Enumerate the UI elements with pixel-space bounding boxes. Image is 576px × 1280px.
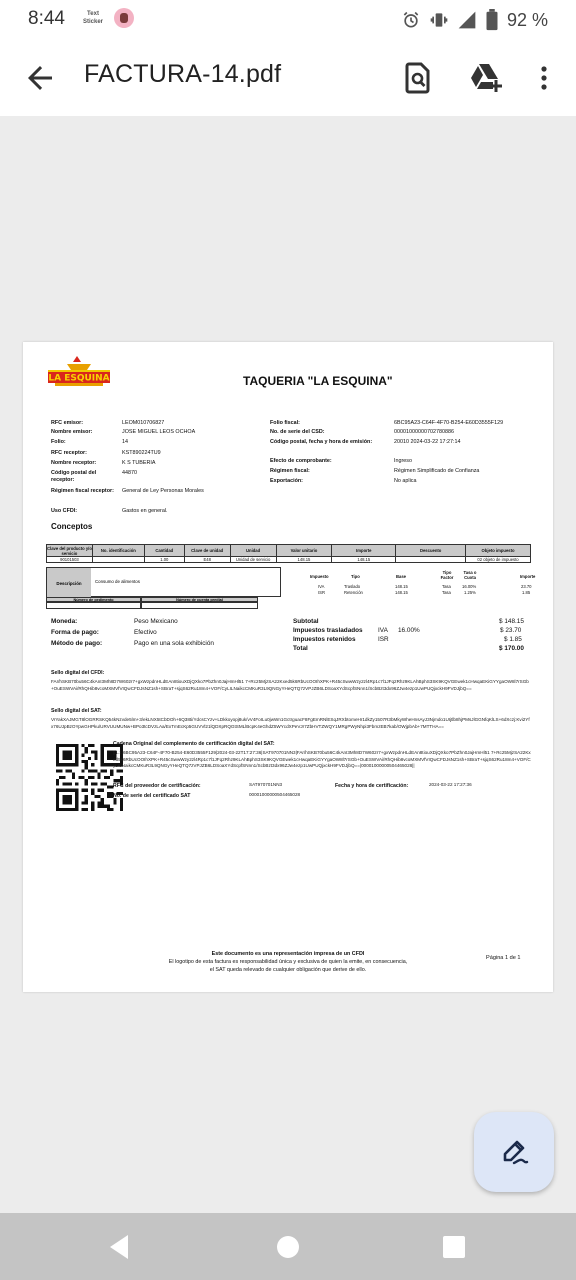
efecto-label: Efecto de comprobante: [270, 458, 332, 464]
table-header: Objeto impuesto [466, 545, 531, 557]
table-cell: 02 objeto de impuesto [466, 557, 531, 563]
forma-pago: Efectivo [134, 629, 157, 636]
rfc-receptor: KST890224TU9 [122, 450, 161, 456]
rfc-emisor: LEOM010706827 [122, 420, 165, 426]
alarm-icon [401, 10, 421, 30]
cadena-original: ||1.1|6BC95A23-C64F-4F70-B254-E60D3555F129|2024-03-22T17:27:36|SAT970701NN3|FAr/hSKB70bu56C4kAnI3Mh8D7W602r7+gxWzpdnHLdEAn8tiouXDjQXko7PbZhn0JajHmHl51 7+Rc25MjzSA22Kxed5k6RbUcOOIhXPK+R45cSwwWzy2zl4Rp1c7l1JFq2Rhz9KLAhBphS3SK9KQVGEwek1cHwqaEKiGYYgaOW8l7rSGb+OuESWVAi/RhQHib8vcoMXMVfVIQwCFDJsNZ1sh+SBraT+sjqS62Ru18m4+VOF/CyLILNaikcCMKuR3L9QNGyYHeQTQ7zVPJZB6LDSoaXYdScpfSNnn1/ScbBzt3dx96ZJw4ezp1UwPUQjxckH9FVDJjbQ==|00001000000504465028|| [113, 750, 531, 768]
tax-cell: ISR [318, 590, 325, 595]
cp-fecha: 20010 2024-03-22 17:27:14 [394, 439, 461, 445]
vibrate-icon [429, 10, 449, 30]
more-vert-icon[interactable] [526, 58, 562, 98]
description-tax-block [46, 567, 536, 612]
metodo-pago: Pago en una sola exhibición [134, 640, 214, 647]
tax-cell: Tasa [442, 584, 451, 589]
moneda-label: Moneda: [51, 618, 78, 625]
efecto: Ingreso [394, 458, 412, 464]
status-bar [0, 0, 576, 40]
footer-note [123, 950, 453, 974]
fecha-cert-label: Fecha y hora de certificación: [335, 783, 409, 789]
subtotal: $ 148.15 [499, 618, 524, 625]
tax-cell: Tasa [442, 590, 451, 595]
description-label: Descripción [47, 568, 91, 598]
fecha-cert: 2024-03-22 17:27:36 [429, 782, 472, 787]
cp-receptor-label: Código postal del receptor: [51, 470, 97, 483]
forma-pago-label: Forma de pago: [51, 629, 99, 636]
table-cell: 148.15 [332, 557, 396, 563]
folio-label: Folio: [51, 439, 66, 445]
annotate-fab-button[interactable] [474, 1112, 554, 1192]
cuenta-predial-cell [141, 602, 258, 609]
rfc-proveedor-label: RFC del proveedor de certificación: [113, 783, 201, 789]
table-cell: 90101503 [47, 557, 93, 563]
table-header: Cantidad [144, 545, 184, 557]
table-header: Unidad [230, 545, 276, 557]
pedimento-cell [46, 602, 141, 609]
tax-header: Tipo Factor [440, 570, 454, 580]
regimen-receptor-label: Régimen fiscal receptor: [51, 488, 114, 494]
table-cell: 148.15 [276, 557, 332, 563]
search-document-icon[interactable] [398, 58, 438, 98]
footer-line-2: El logotipo de esta factura es responsabilidad única y exclusiva de quien la emite, en consecuencia, [168, 959, 408, 965]
serie-sat-label: No. de serie del certificado SAT [113, 793, 191, 799]
metodo-pago-label: Método de pago: [51, 640, 103, 647]
exportacion-label: Exportación: [270, 478, 303, 484]
tax-header: Tipo [351, 574, 360, 579]
regimen-receptor: General de Ley Personas Morales [122, 488, 204, 494]
sello-sat: VrYakXAJMGT8lOGRRSKQ54kNzvde5lm+3/ekLNX5tCbDOh+6Q38ti/YdcsCYzv+LDkkoyopj8uk/vV4FoILu0jwWn1GctrguacF8FgEmRNlESqJRXbtomeHr1dkZy1507R3bMkyWheHnsAyJ3Njmdo1UIjtlb8hjPMsJlGGNfqKlLS+6dXczj:Kvi2Yfx76UJpBzOYpwGHPku/URVUUMUNw+BPo3tcDVzLAa/ExTmEcKp5GUVVl21lQDXpRQGtSMLlBcpK4eGhdZ5WYcdXPeVJr7ZbHVTZWQY1MRgPWyNhpi3FbmzEB7kab/OWjpbAb+7MTTHA== [51, 717, 530, 729]
tax-cell: 23.70 [521, 584, 532, 589]
conceptos-heading: Conceptos [51, 522, 93, 531]
table-header: Descuento [396, 545, 466, 557]
rfc-receptor-label: RFC receptor: [51, 450, 87, 456]
retenidos-label: Impuestos retenidos [293, 636, 356, 643]
nombre-receptor: K S TUBERIA [122, 460, 156, 466]
conceptos-table [46, 544, 531, 563]
tax-cell: 148.15 [395, 584, 408, 589]
pdf-page [23, 342, 553, 992]
la-esquina-logo [47, 354, 111, 388]
table-cell: E48 [184, 557, 230, 563]
footer-line-3: el SAT queda relevado de cualquier obligación que derive de ello. [209, 967, 367, 973]
document-title: FACTURA-14.pdf [84, 60, 282, 88]
tax-header: Tasa o Cuota [463, 570, 477, 580]
table-cell: Unidad de servicio [230, 557, 276, 563]
home-nav-icon[interactable] [272, 1231, 304, 1263]
battery-icon [485, 9, 499, 31]
serie-csd-label: No. de serie del CSD: [270, 429, 325, 435]
sello-cfdi: FAr/hSKB70bu56C4kAnI3Mh8D7W602r7+gxWzpdnHLdEAn8tiouXDjQXko7PbZhn0JajHmHl51 7+Rc25MjzSA22Kxed5k6RbUcOOIhXPK+R45cSwwWzy2zl4Rp1c7l1JFq2Rhz9KLAhBphS3SK9KQVGEwek1cHwqaEKiGYYgaOW8l7rSGb+OuESWVAi/RhQHib8vcoMXMVfVIQwCFDJsNZ1sh+SBraT+sjqS62Ru18m4+VOF/CyLILNaikcCMKuR3L9QNGyYHeQTQ7zVPJZB6LDSoaXYdScpfSNnn1/ScbBzt3dx96ZJw4ezp1UwPUQjxckH9FVDJjbQ== [51, 679, 529, 691]
doc-title: TAQUERIA "LA ESQUINA" [243, 374, 393, 388]
sticker-app-icon [114, 8, 134, 28]
sello-sat-label: Sello digital del SAT: [51, 708, 102, 714]
app-bar [0, 40, 576, 116]
total-label: Total [293, 645, 308, 652]
status-time: 8:44 [28, 8, 65, 29]
retenidos-tipo: ISR [378, 636, 389, 643]
tax-cell: 1.25% [464, 590, 476, 595]
description-value: Consumo de alimentos [95, 579, 140, 584]
cadena-label: Cadena Original del complemento de certificación digital del SAT: [113, 741, 275, 747]
table-cell: 1.00 [144, 557, 184, 563]
signal-icon [457, 10, 477, 30]
table-cell [92, 557, 144, 563]
traslados-tipo: IVA [378, 627, 388, 634]
tax-cell: 16.00% [462, 584, 477, 589]
tax-cell: IVA [318, 584, 325, 589]
rfc-proveedor: SAT970701NN3 [249, 782, 283, 787]
pedimento-label: Número de pedimento [46, 597, 141, 602]
folio-fiscal: 6BC95A23-C64F-4F70-B254-E60D3555F129 [394, 420, 504, 426]
edit-signature-icon [498, 1136, 530, 1168]
cuenta-predial-label: Número de cuenta predial [141, 597, 258, 602]
table-header-row [47, 545, 531, 557]
system-nav-bar [0, 1213, 576, 1280]
footer-line-1: Este documento es una representación impresa de un CFDI [211, 951, 365, 957]
exportacion: No aplica [394, 478, 417, 484]
folio: 14 [122, 439, 128, 445]
nombre-emisor-label: Nombre emisor: [51, 429, 93, 435]
traslados-tasa: 16.00% [398, 627, 420, 634]
table-header: Clave del producto y/o servicio [47, 545, 92, 556]
cp-fecha-label: Código postal, fecha y hora de emisión: [270, 439, 373, 445]
traslados-label: Impuestos trasladados [293, 627, 363, 634]
total: $ 170.00 [499, 645, 524, 652]
back-arrow-icon[interactable] [22, 60, 58, 96]
cp-receptor: 44870 [122, 470, 137, 476]
sello-cfdi-label: Sello digital del CFDI: [51, 670, 105, 676]
tax-cell: Retención [344, 590, 363, 595]
drive-add-icon[interactable] [466, 58, 506, 98]
rfc-emisor-label: RFC emisor: [51, 420, 84, 426]
tax-header: Impuesto [310, 574, 329, 579]
nombre-emisor: JOSE MIGUEL LEOS OCHOA [122, 429, 196, 435]
table-header: Importe [332, 545, 396, 557]
regimen-label: Régimen fiscal: [270, 468, 310, 474]
text-sticker-icon: Text Sticker [82, 11, 103, 25]
back-nav-icon[interactable] [104, 1231, 136, 1263]
table-row [47, 557, 531, 563]
regimen: Régimen Simplificado de Confianza [394, 468, 480, 474]
page-number: Página 1 de 1 [486, 955, 521, 961]
moneda: Peso Mexicano [134, 618, 178, 625]
serie-sat: 00001000000504465028 [249, 792, 301, 797]
svg-text:LA ESQUINA: LA ESQUINA [48, 373, 110, 384]
serie-csd: 00001000000702780886 [394, 429, 454, 435]
tax-cell: 148.15 [395, 590, 408, 595]
uso-cfdi-label: Uso CFDI: [51, 508, 78, 514]
tax-cell: Traslado [344, 584, 361, 589]
retenidos: $ 1.85 [504, 636, 522, 643]
table-header: Valor unitario [276, 545, 332, 557]
battery-percent: 92 % [506, 9, 548, 30]
description-box [46, 567, 281, 597]
table-header: Clave de unidad [184, 545, 230, 557]
subtotal-label: Subtotal [293, 618, 319, 625]
recents-nav-icon[interactable] [438, 1231, 470, 1263]
uso-cfdi: Gastos en general. [122, 508, 168, 514]
tax-header: Base [396, 574, 407, 579]
tax-cell: 1.85 [522, 590, 531, 595]
status-right [401, 8, 548, 32]
tax-header: Importe [520, 574, 536, 579]
traslados: $ 23.70 [500, 627, 522, 634]
nombre-receptor-label: Nombre receptor: [51, 460, 97, 466]
table-header: No. identificación [92, 545, 144, 557]
table-cell [396, 557, 466, 563]
folio-fiscal-label: Folio fiscal: [270, 420, 300, 426]
